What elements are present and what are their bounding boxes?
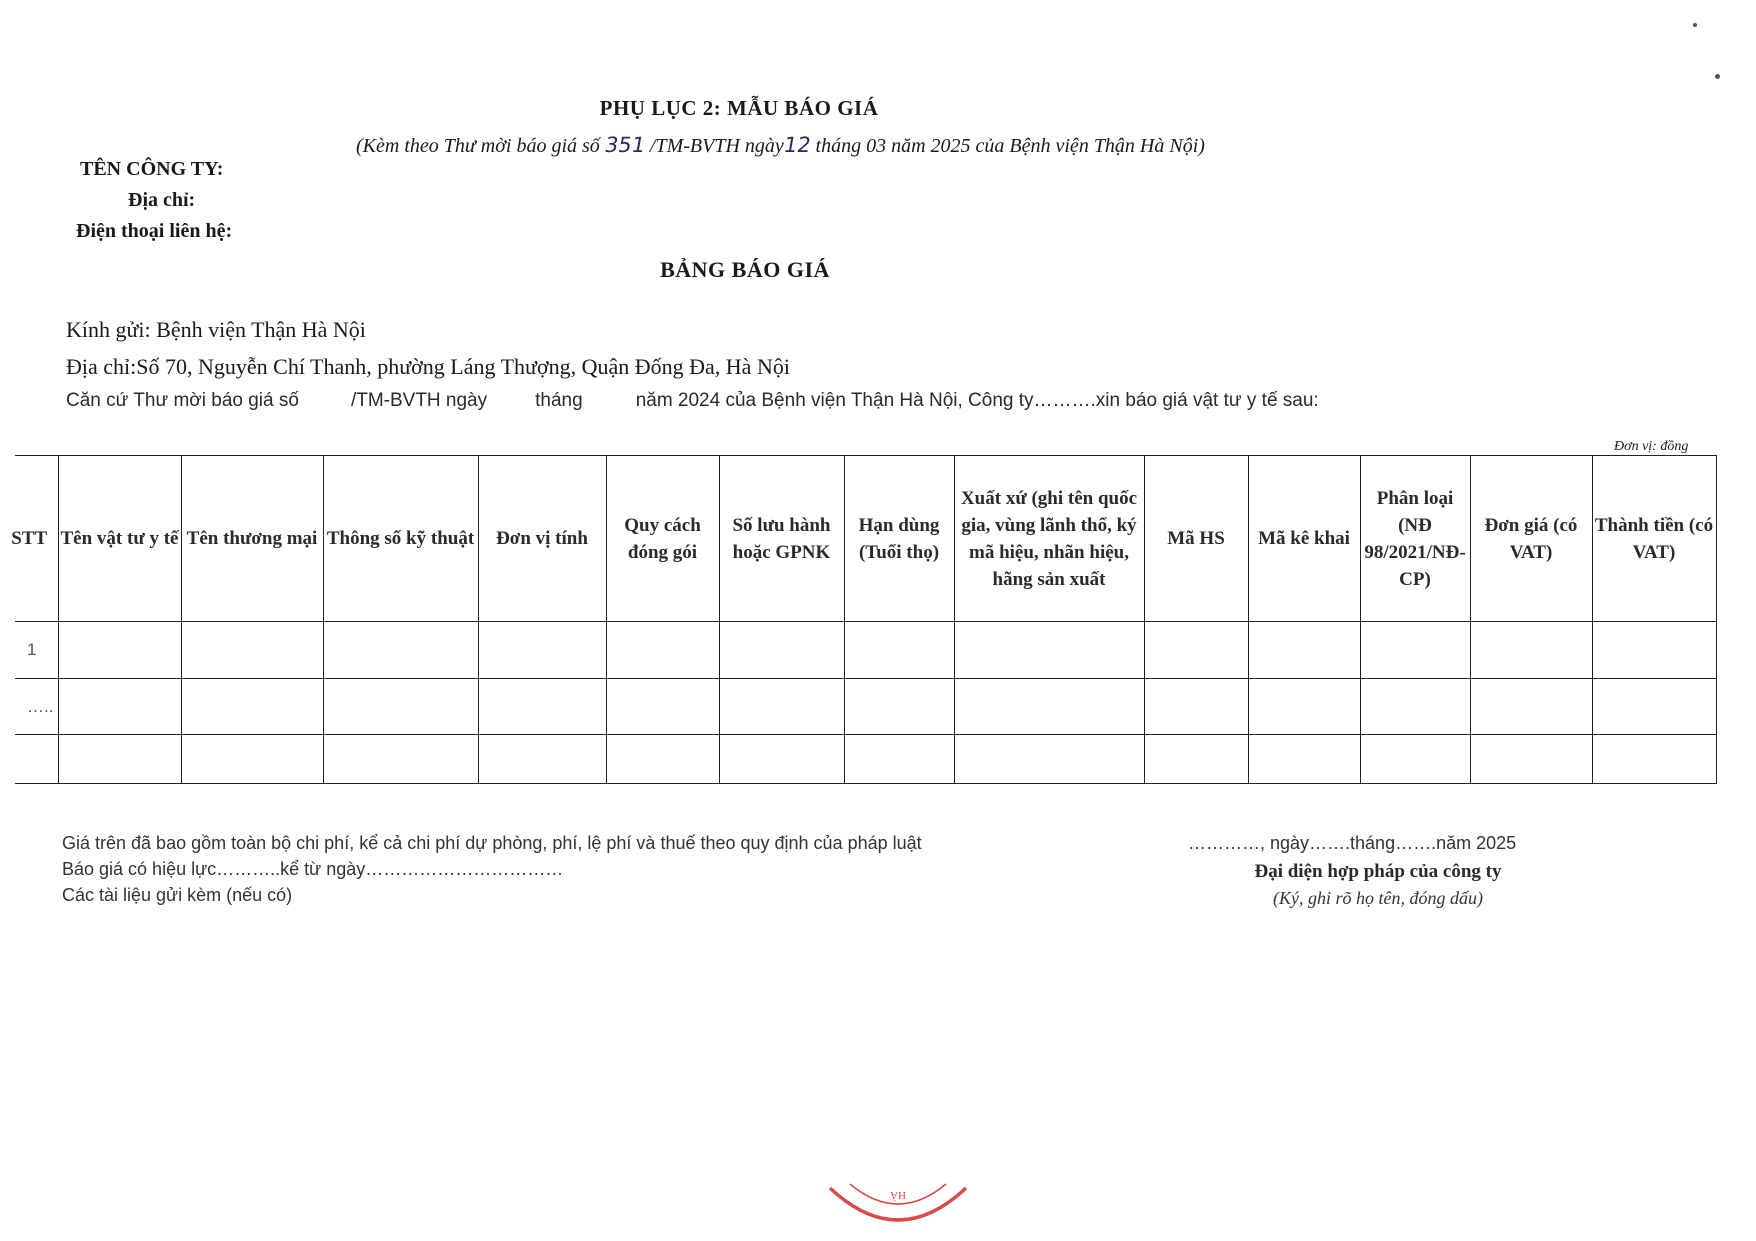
basis-line [66,390,1319,412]
table-cell [1592,679,1716,735]
col-header-item-name: Tên vật tư y tế [58,456,181,622]
attachments-line: Các tài liệu gửi kèm (nếu có) [62,885,293,905]
company-name-label: TÊN CÔNG TY: [80,158,224,180]
currency-unit-note: Đơn vị: đồng [1614,439,1689,454]
col-header-declaration-code: Mã kê khai [1248,456,1360,622]
appendix-subtitle-end: tháng 03 năm 2025 của Bệnh viện Thận Hà Nội) [810,135,1205,157]
col-header-trade-name: Tên thương mại [181,456,323,622]
table-cell [719,735,844,784]
scan-speck [1715,74,1720,79]
row-stt-cell [15,735,58,784]
table-cell [606,622,719,679]
legal-representative-title: Đại diện hợp pháp của công ty [1254,861,1502,882]
stamp-partial-text: HÀ [890,1189,906,1201]
table-cell [954,735,1144,784]
row-stt-cell: ….. [15,679,58,735]
col-header-packaging: Quy cách đóng gói [606,456,719,622]
table-cell [1144,735,1248,784]
table-cell [844,622,954,679]
table-cell [1144,679,1248,735]
basis-part-2: /TM-BVTH ngày [350,390,488,411]
quote-table [11,455,1717,784]
basis-part-3: tháng [535,390,583,411]
table-row [15,622,1716,679]
table-cell [1592,735,1716,784]
signing-date-line: …………, ngày…….tháng…….năm 2025 [1188,833,1517,853]
col-header-classification: Phân loại (NĐ 98/2021/NĐ-CP) [1360,456,1470,622]
table-cell [58,622,181,679]
col-header-origin: Xuất xứ (ghi tên quốc gia, vùng lãnh thổ, ký mã hiệu, nhãn hiệu, hãng sản xuất [954,456,1144,622]
table-cell [606,735,719,784]
col-header-unit-price: Đơn giá (có VAT) [1470,456,1592,622]
row-stt-cell: 1 [15,622,58,679]
table-cell [1360,679,1470,735]
table-row [15,679,1716,735]
table-cell [719,622,844,679]
table-cell [606,679,719,735]
col-header-total: Thành tiền (có VAT) [1592,456,1716,622]
table-cell [58,735,181,784]
price-inclusion-note: Giá trên đã bao gồm toàn bộ chi phí, kể cả chi phí dự phòng, phí, lệ phí và thuế theo quy định của pháp luật [62,833,922,853]
appendix-subtitle-mid: /TM-BVTH ngày [644,135,784,157]
handwritten-letter-day: 12 [781,133,813,157]
signature-instruction: (Ký, ghi rõ họ tên, đóng dấu) [1273,888,1483,908]
table-cell [954,622,1144,679]
table-cell [1248,735,1360,784]
handwritten-letter-number: 351 [602,133,648,157]
table-cell [1144,622,1248,679]
col-header-stt: STT [15,456,58,622]
table-cell [844,679,954,735]
col-header-hs-code: Mã HS [1144,456,1248,622]
col-header-expiry: Hạn dùng (Tuổi thọ) [844,456,954,622]
basis-part-1: Căn cứ Thư mời báo giá số [66,390,299,411]
table-cell [58,679,181,735]
scan-speck [1693,23,1697,27]
table-cell [1470,735,1592,784]
company-address-label: Địa chỉ: [128,189,196,211]
table-cell [323,735,478,784]
basis-part-4: năm 2024 của Bệnh viện Thận Hà Nội, Công ty……….xin báo giá vật tư y tế sau: [635,390,1319,411]
table-cell [1592,622,1716,679]
appendix-subtitle-start: (Kèm theo Thư mời báo giá số [356,135,605,157]
table-row [15,735,1716,784]
table-cell [719,679,844,735]
col-header-unit: Đơn vị tính [478,456,606,622]
recipient-address: Địa chỉ:Số 70, Nguyễn Chí Thanh, phường Láng Thượng, Quận Đống Đa, Hà Nội [66,354,790,379]
table-cell [323,679,478,735]
document-title: BẢNG BÁO GIÁ [660,257,830,282]
table-header-row [15,456,1716,622]
col-header-specification: Thông số kỹ thuật [323,456,478,622]
table-cell [1248,679,1360,735]
appendix-title: PHỤ LỤC 2: MẪU BÁO GIÁ [599,96,879,120]
table-cell [1360,735,1470,784]
table-cell [478,679,606,735]
appendix-subtitle [356,133,1205,158]
table-cell [1248,622,1360,679]
red-seal-stamp-graphic [828,1180,968,1225]
recipient-line: Kính gửi: Bệnh viện Thận Hà Nội [66,317,366,342]
table-cell [181,679,323,735]
validity-line: Báo giá có hiệu lực………..kể từ ngày…………………………… [62,859,564,879]
table-cell [1470,622,1592,679]
table-cell [844,735,954,784]
table-cell [1360,622,1470,679]
company-phone-label: Điện thoại liên hệ: [76,220,233,242]
table-cell [181,735,323,784]
table-cell [954,679,1144,735]
table-cell [478,622,606,679]
table-cell [1470,679,1592,735]
table-cell [478,735,606,784]
table-cell [181,622,323,679]
col-header-registration: Số lưu hành hoặc GPNK [719,456,844,622]
table-cell [323,622,478,679]
